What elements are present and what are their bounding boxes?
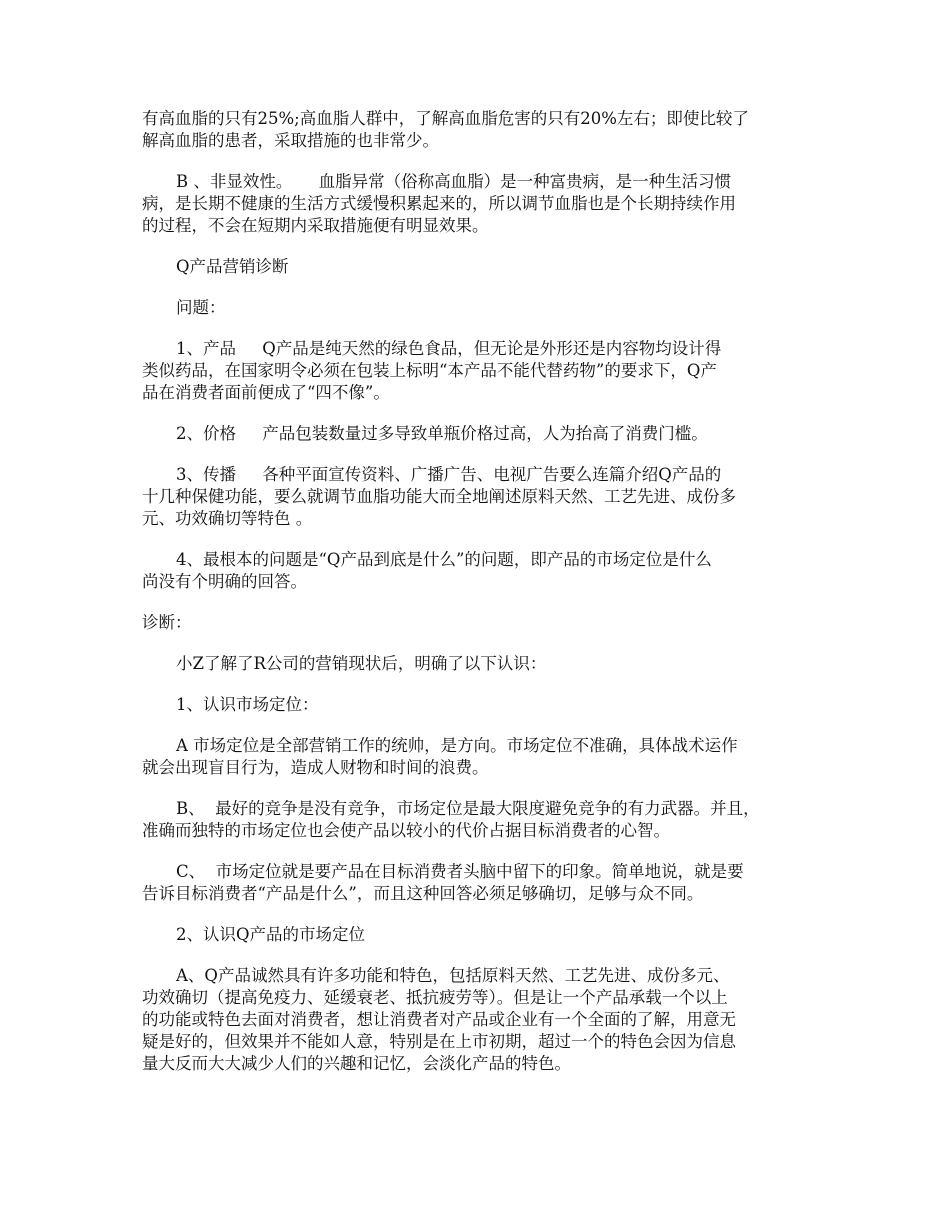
text-line: Q产品营销诊断 <box>176 257 289 276</box>
text-line: A、Q产品诚然具有许多功能和特色，包括原料天然、工艺先进、成份多元、 <box>176 966 730 985</box>
paragraph <box>142 965 822 1075</box>
text-line: 准确而独特的市场定位也会使产品以较小的代价占据目标消费者的心智。 <box>142 821 670 840</box>
text-line: 2、价格 产品包装数量过多导致单瓶价格过高，人为抬高了消费门槛。 <box>176 424 708 443</box>
paragraph <box>142 798 822 842</box>
text-line: 1、产品 Q产品是纯天然的绿色食品，但无论是外形还是内容物均设计得 <box>176 339 722 358</box>
paragraph <box>142 297 822 319</box>
paragraph <box>142 108 822 152</box>
text-line: 解高血脂的患者，采取措施的也非常少。 <box>142 131 439 150</box>
text-line: 尚没有个明确的回答。 <box>142 572 307 591</box>
text-line: B 、非显效性。 血脂异常（俗称高血脂）是一种富贵病，是一种生活习惯 <box>176 172 732 191</box>
text-line: C、 市场定位就是要产品在目标消费者头脑中留下的印象。简单地说，就是要 <box>176 862 744 881</box>
paragraph <box>142 694 822 716</box>
text-line: 的功能或特色去面对消费者，想让消费者对产品或企业有一个全面的了解，用意无 <box>142 1010 736 1029</box>
text-line: B、 最好的竞争是没有竞争，市场定位是最大限度避免竞争的有力武器。并且， <box>176 799 760 818</box>
text-line: 告诉目标消费者“产品是什么”，而且这种回答必须足够确切，足够与众不同。 <box>142 884 704 903</box>
text-line: 就会出现盲目行为，造成人财物和时间的浪费。 <box>142 758 489 777</box>
text-line: 十几种保健功能，要么就调节血脂功能大而全地阐述原料天然、工艺先进、成份多 <box>142 487 736 506</box>
paragraph <box>142 735 822 779</box>
paragraph <box>142 612 822 634</box>
paragraph <box>142 171 822 237</box>
paragraph <box>142 256 822 278</box>
text-line: 病，是长期不健康的生活方式缓慢积累起来的，所以调节血脂也是个长期持续作用 <box>142 194 736 213</box>
text-line: 的过程，不会在短期内采取措施便有明显效果。 <box>142 216 489 235</box>
text-line: 疑是好的，但效果并不能如人意，特别是在上市初期，超过一个的特色会因为信息 <box>142 1032 736 1051</box>
paragraph <box>142 338 822 404</box>
text-line: 2、认识Q产品的市场定位 <box>176 925 366 944</box>
paragraph <box>142 861 822 905</box>
paragraph <box>142 464 822 530</box>
text-line: 品在消费者面前便成了“四不像”。 <box>142 383 390 402</box>
text-line: 有高血脂的只有25%;高血脂人群中，了解高血脂危害的只有20%左右；即使比较了 <box>142 109 749 128</box>
paragraph <box>142 423 822 445</box>
text-line: A 市场定位是全部营销工作的统帅，是方向。市场定位不准确，具体战术运作 <box>176 736 738 755</box>
paragraph <box>142 924 822 946</box>
text-line: 小Z了解了R公司的营销现状后，明确了以下认识： <box>176 654 547 673</box>
text-line: 类似药品，在国家明令必须在包装上标明“本产品不能代替药物”的要求下，Q产 <box>142 361 717 380</box>
paragraph <box>142 653 822 675</box>
text-line: 3、传播 各种平面宣传资料、广播广告、电视广告要么连篇介绍Q产品的 <box>176 465 722 484</box>
text-line: 4、最根本的问题是“Q产品到底是什么”的问题，即产品的市场定位是什么 <box>176 550 712 569</box>
text-line: 量大反而大大减少人们的兴趣和记忆，会淡化产品的特色。 <box>142 1054 571 1073</box>
text-line: 问题： <box>176 298 226 317</box>
text-line: 诊断： <box>142 613 192 632</box>
paragraph <box>142 549 822 593</box>
text-line: 1、认识市场定位： <box>176 695 319 714</box>
text-line: 元、功效确切等特色 。 <box>142 509 313 528</box>
text-line: 功效确切（提高免疫力、延缓衰老、抵抗疲劳等）。但是让一个产品承载一个以上 <box>142 988 728 1007</box>
document-page <box>142 108 822 1094</box>
